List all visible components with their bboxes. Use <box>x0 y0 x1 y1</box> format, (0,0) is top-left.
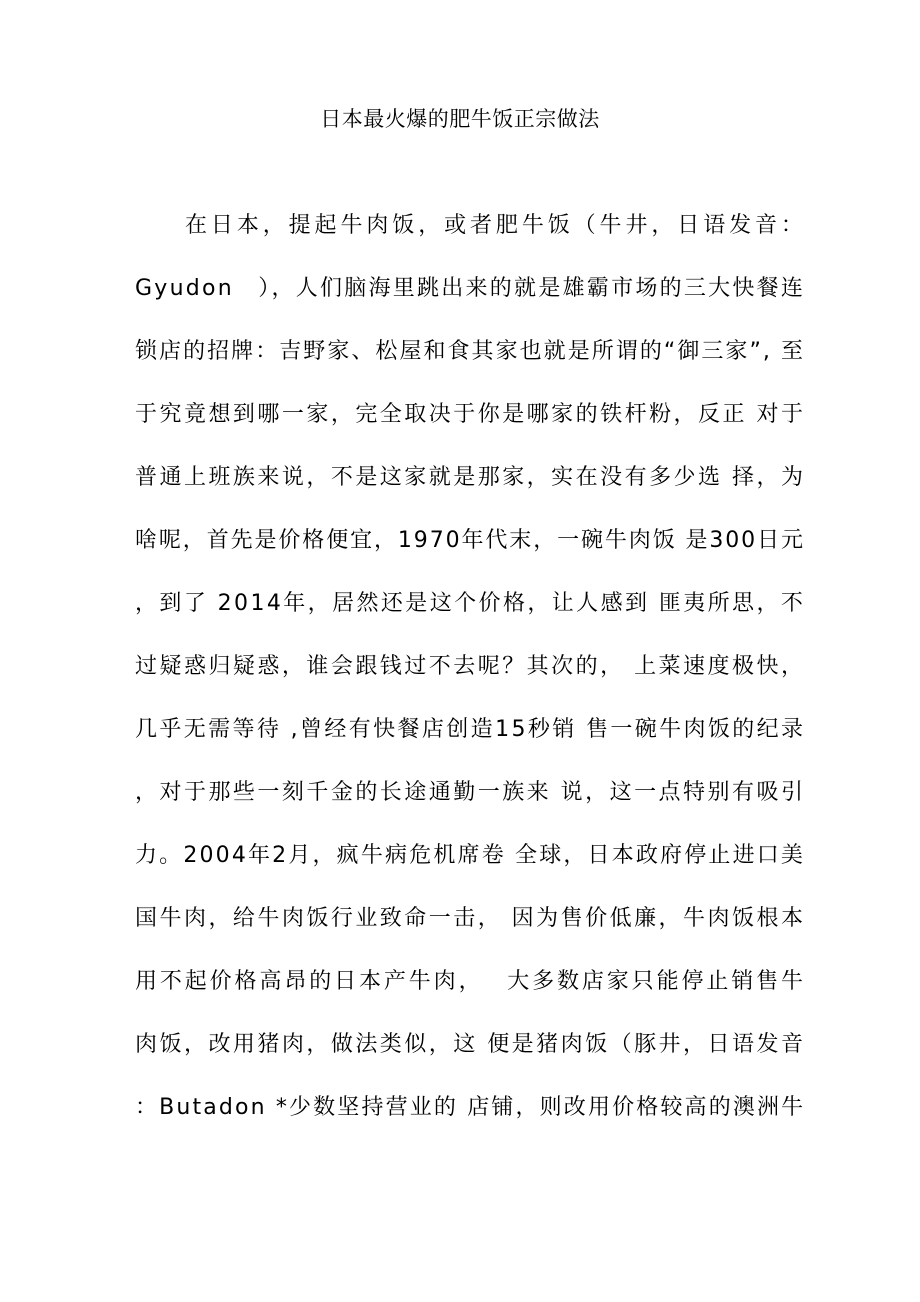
text-line: 力。2004年2月，疯牛病危机席卷 全球，日本政府停止进口美 <box>135 843 806 868</box>
text-line: ，对于那些一刻千金的长途通勤一族来 说，这一点特别有吸引 <box>135 780 806 805</box>
text-line: ：Butadon *少数坚持营业的 店铺，则改用价格较高的澳洲牛 <box>135 1095 806 1120</box>
text-line: 啥呢，首先是价格便宜，1970年代末，一碗牛肉饭 是300日元 <box>135 528 805 553</box>
text-line: 几乎无需等待 ,曾经有快餐店创造15秒销 售一碗牛肉饭的纪录 <box>135 717 806 742</box>
text-line: 在日本，提起牛肉饭，或者肥牛饭（牛井，日语发音： <box>185 213 807 238</box>
text-line: Gyudon ），人们脑海里跳出来的就是雄霸市场的三大快餐连 <box>135 276 806 301</box>
text-line: 于究竟想到哪一家，完全取决于你是哪家的铁杆粉，反正 对于 <box>135 402 806 427</box>
text-line: 用不起价格高昂的日本产牛肉， 大多数店家只能停止销售牛 <box>135 969 806 994</box>
text-line: ，到了 2014年，居然还是这个价格，让人感到 匪夷所思，不 <box>135 591 806 616</box>
text-line: 过疑惑归疑惑，谁会跟钱过不去呢？其次的， 上菜速度极快， <box>135 654 806 679</box>
text-line: 普通上班族来说，不是这家就是那家，实在没有多少选 择，为 <box>135 465 806 490</box>
text-line: 国牛肉，给牛肉饭行业致命一击， 因为售价低廉，牛肉饭根本 <box>135 906 806 931</box>
text-line: 肉饭，改用猪肉，做法类似，这 便是猪肉饭（豚井，日语发音 <box>135 1032 806 1057</box>
text-line: 锁店的招牌：吉野家、松屋和食其家也就是所谓的“御三家”, 至 <box>135 339 805 364</box>
body-text <box>135 206 807 1151</box>
document-title: 日本最火爆的肥牛饭正宗做法 <box>320 107 600 131</box>
